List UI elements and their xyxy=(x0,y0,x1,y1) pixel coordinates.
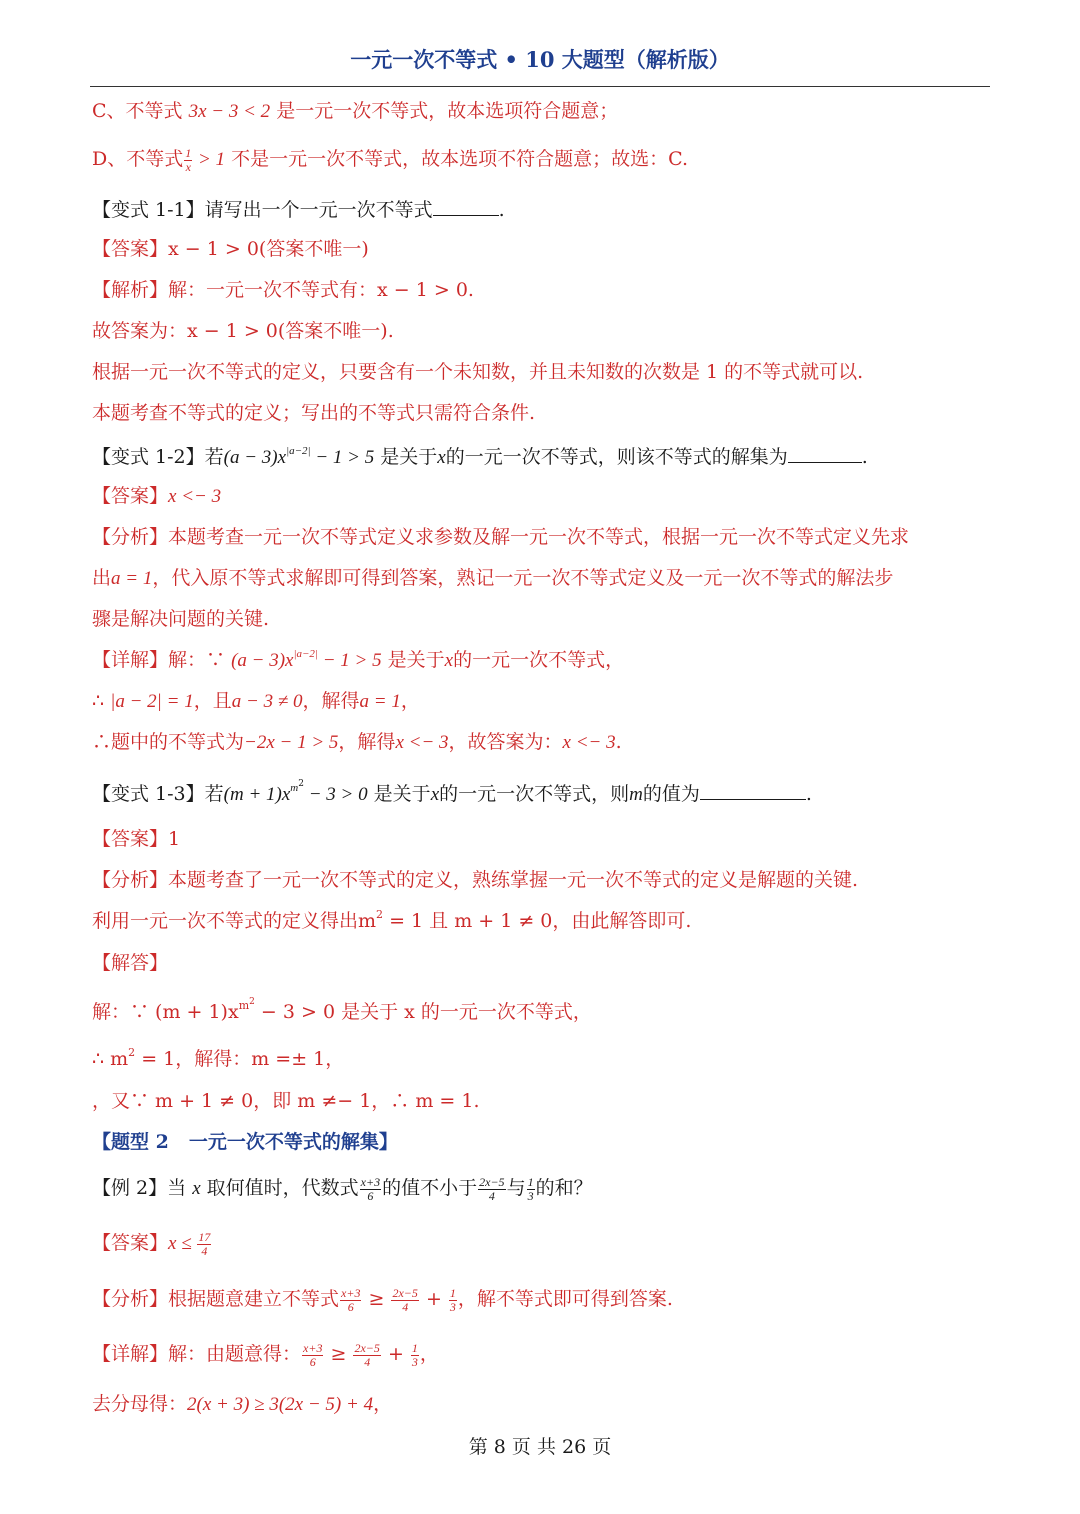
section-title: 一元一次不等式的解集】 xyxy=(188,1131,398,1153)
variant-1-2-analysis-line-3: 骤是解决问题的关键. xyxy=(92,608,270,630)
exponent: |a−2| xyxy=(293,648,318,660)
text: 是关于 xyxy=(381,649,445,671)
exponent: 2 xyxy=(376,908,384,921)
math: − 1 > 5 xyxy=(310,447,375,468)
text: 解：由题意得： xyxy=(168,1343,302,1365)
variant-1-1-solution-line-2: 故答案为：x − 1 > 0(答案不唯一). xyxy=(92,320,394,342)
text: 解：∵ xyxy=(168,649,232,671)
text: ，解得 xyxy=(302,690,360,712)
variant-tag: 【变式 1-2】 xyxy=(92,446,205,468)
analysis-tag: 【分析】 xyxy=(92,1288,169,1310)
text: ，且 xyxy=(193,690,232,712)
math: a − 3 ≠ 0 xyxy=(231,691,303,712)
operator: + xyxy=(419,1288,448,1310)
fraction: $\frac{2x-5}{4}$ xyxy=(392,1285,418,1314)
answer-blank xyxy=(700,779,806,800)
math: > 1 xyxy=(193,149,226,170)
text: . xyxy=(615,731,622,753)
detail-tag: 【详解】 xyxy=(92,649,169,671)
text: . xyxy=(805,783,812,805)
fraction: $\frac{1}{3}$ xyxy=(449,1285,456,1314)
text: 的一元一次不等式，则该不等式的解集为 xyxy=(445,446,788,468)
text: 本题考查了一元一次不等式的定义，熟练掌握一元一次不等式的定义是解题的关键. xyxy=(168,869,859,891)
text: 请写出一个一元一次不等式 xyxy=(204,199,433,221)
text: − 3 > 0 是关于 x 的一元一次不等式， xyxy=(254,1001,592,1023)
text: 1 xyxy=(168,828,181,850)
math: x ≤ xyxy=(168,1233,197,1254)
fraction: $\frac{x+3}{6}$ xyxy=(341,1285,361,1314)
text: 的一元一次不等式， xyxy=(453,649,625,671)
text: . xyxy=(861,446,868,468)
variant-1-3-analysis xyxy=(92,867,997,893)
text: 的值为 xyxy=(642,783,700,805)
text: = 1，解得：m =± 1， xyxy=(135,1048,345,1070)
math: a = 1 xyxy=(359,691,401,712)
text: 本题考查一元一次不等式定义求参数及解一元一次不等式，根据一元一次不等式定义先求 xyxy=(168,526,910,548)
math: x xyxy=(444,650,454,671)
variant-tag: 【变式 1-3】 xyxy=(92,783,205,805)
fraction: $\frac{2x-5}{4}$ xyxy=(354,1340,380,1369)
text: 解：一元一次不等式有：x − 1 > 0. xyxy=(168,279,474,301)
math: m xyxy=(629,784,643,805)
text: 出 xyxy=(92,567,112,589)
text: C、不等式 xyxy=(92,100,189,122)
variant-1-3-analysis-line-2 xyxy=(92,908,997,934)
analysis-tag: 【分析】 xyxy=(92,869,169,891)
math: x <− 3 xyxy=(395,732,449,753)
exponent: |a−2| xyxy=(286,445,311,457)
example-2-question xyxy=(92,1175,997,1203)
math: 3x − 3 < 2 xyxy=(188,101,271,122)
page-number-footer: 第 8 页 共 26 页 xyxy=(468,1436,612,1458)
text: 的值不小于 xyxy=(382,1177,478,1199)
math: |a − 2| = 1 xyxy=(110,691,194,712)
text: 的一元一次不等式，则 xyxy=(439,783,630,805)
fraction: $\frac{17}{4}$ xyxy=(198,1229,211,1258)
answer-blank xyxy=(433,195,499,216)
exponent: 2 xyxy=(128,1046,136,1059)
text: 与 xyxy=(506,1177,526,1199)
variant-1-1-question xyxy=(92,195,997,223)
text: ，解得 xyxy=(338,731,396,753)
text: 是关于 xyxy=(367,783,431,805)
text: ∴ m xyxy=(92,1048,129,1070)
operator: ≥ xyxy=(362,1288,391,1310)
text: 利用一元一次不等式的定义得出m xyxy=(92,910,377,932)
text: 若 xyxy=(204,783,224,805)
example-2-detail-line-2 xyxy=(92,1391,997,1418)
math: a = 1 xyxy=(111,568,153,589)
math: −2x − 1 > 5 xyxy=(244,732,339,753)
variant-1-3-solution-line-1 xyxy=(92,999,997,1025)
variant-tag: 【变式 1-1】 xyxy=(92,199,205,221)
answer-blank xyxy=(788,442,862,463)
text: 是关于 xyxy=(374,446,438,468)
math: − 3 > 0 xyxy=(303,784,368,805)
variant-1-2-analysis-line-2 xyxy=(92,565,997,592)
variant-1-2-answer xyxy=(92,483,997,510)
fraction: $\frac{1}{3}$ xyxy=(411,1340,418,1369)
solution-tag: 【解析】 xyxy=(92,279,169,301)
header-divider xyxy=(90,86,990,87)
option-c-line xyxy=(92,98,997,125)
variant-1-2-detail xyxy=(92,647,997,674)
variant-1-1-solution-line-3: 根据一元一次不等式的定义，只要含有一个未知数，并且未知数的次数是 1 的不等式就可以. xyxy=(92,361,864,383)
text: 是一元一次不等式，故本选项符合题意； xyxy=(270,100,619,122)
fraction: $\frac{1}{x}$ xyxy=(185,145,192,174)
text: = 1 且 m + 1 ≠ 0，由此解答即可. xyxy=(383,910,692,932)
text: ，解不等式即可得到答案. xyxy=(457,1288,673,1310)
option-d-line xyxy=(92,146,997,174)
text: D、不等式 xyxy=(92,148,184,170)
text: ， xyxy=(400,690,420,712)
exponent: m xyxy=(290,782,299,794)
variant-1-3-answer xyxy=(92,826,997,852)
text: ， xyxy=(373,1393,393,1415)
math: x xyxy=(192,1178,201,1199)
answer-tag: 【答案】 xyxy=(92,485,169,507)
math: (a − 3)x xyxy=(223,447,287,468)
variant-1-3-solution-line-3: ，又∵ m + 1 ≠ 0，即 m ≠− 1，∴ m = 1. xyxy=(92,1090,480,1112)
exponent: 2 xyxy=(249,997,255,1007)
math: (a − 3)x xyxy=(231,650,294,671)
variant-1-1-answer xyxy=(92,236,997,262)
math: (m + 1)x xyxy=(223,784,291,805)
math: x xyxy=(437,447,446,468)
math: x <− 3 xyxy=(168,486,222,507)
variant-1-2-detail-line-3 xyxy=(92,729,997,756)
math: x xyxy=(430,784,440,805)
text: ，故答案为： xyxy=(448,731,563,753)
math: x <− 3 xyxy=(562,732,616,753)
fraction: $\frac{x+3}{6}$ xyxy=(303,1340,323,1369)
text: ， xyxy=(419,1343,439,1365)
text: 取何值时，代数式 xyxy=(200,1177,359,1199)
example-2-analysis xyxy=(92,1286,997,1314)
math: 2(x + 3) ≥ 3(2x − 5) + 4 xyxy=(187,1394,374,1415)
answer-tag: 【答案】 xyxy=(92,828,169,850)
text: 的和？ xyxy=(535,1177,593,1199)
section-tag: 【题型 2 xyxy=(92,1131,169,1153)
text: ∴ xyxy=(92,690,111,712)
page-header-title: 一元一次不等式 • 10 大题型（解析版） xyxy=(350,47,730,72)
variant-1-2-detail-line-2 xyxy=(92,688,997,715)
text: 不是一元一次不等式，故本选项不符合题意；故选：C. xyxy=(225,148,689,170)
text: 若 xyxy=(204,446,224,468)
variant-1-3-solution-tag: 【解答】 xyxy=(92,952,169,974)
exponent: 2 xyxy=(298,779,304,789)
variant-1-3-question xyxy=(92,779,997,808)
text: 解：∵ (m + 1)x xyxy=(92,1001,239,1023)
fraction: $\frac{2x-5}{4}$ xyxy=(479,1174,505,1203)
fraction: $\frac{x+3}{6}$ xyxy=(360,1174,381,1203)
operator: + xyxy=(381,1343,410,1365)
variant-1-1-solution xyxy=(92,277,997,303)
section-type-2-heading xyxy=(92,1129,997,1155)
exponent: m xyxy=(238,999,250,1012)
text: ，代入原不等式求解即可得到答案，熟记一元一次不等式定义及一元一次不等式的解法步 xyxy=(152,567,894,589)
text: . xyxy=(498,199,505,221)
operator: ≥ xyxy=(324,1343,353,1365)
text: 去分母得： xyxy=(92,1393,188,1415)
example-2-answer xyxy=(92,1230,997,1258)
math: − 1 > 5 xyxy=(317,650,382,671)
answer-tag: 【答案】 xyxy=(92,1232,169,1254)
variant-1-3-solution-line-2 xyxy=(92,1046,997,1072)
fraction: $\frac{1}{3}$ xyxy=(527,1174,534,1203)
analysis-tag: 【分析】 xyxy=(92,526,169,548)
variant-1-2-question xyxy=(92,442,997,471)
text: x − 1 > 0(答案不唯一) xyxy=(168,238,369,260)
text: 根据题意建立不等式 xyxy=(168,1288,340,1310)
variant-1-1-solution-line-4: 本题考查不等式的定义；写出的不等式只需符合条件. xyxy=(92,402,536,424)
text: 当 xyxy=(167,1177,193,1199)
detail-tag: 【详解】 xyxy=(92,1343,169,1365)
variant-1-2-analysis xyxy=(92,524,997,550)
text: ∴题中的不等式为 xyxy=(92,731,245,753)
answer-tag: 【答案】 xyxy=(92,238,169,260)
example-tag: 【例 2】 xyxy=(92,1177,168,1199)
example-2-detail xyxy=(92,1341,997,1369)
